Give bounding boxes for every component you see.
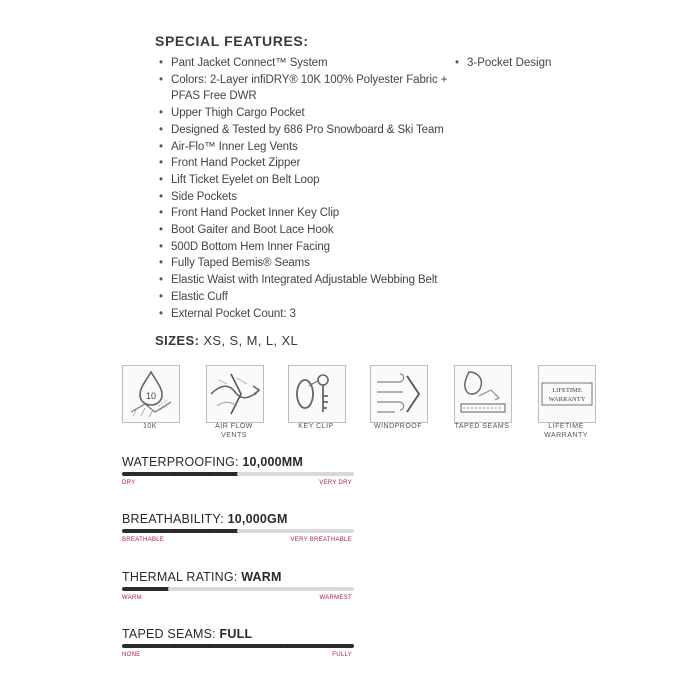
rating-scale bbox=[122, 480, 352, 489]
rating-segment-filled bbox=[145, 644, 170, 648]
feature-item: • Lift Ticket Eyelet on Belt Loop bbox=[159, 172, 447, 189]
rating-waterproofing bbox=[122, 455, 352, 489]
rating-segment-filled bbox=[214, 529, 239, 533]
rating-segment-empty bbox=[237, 587, 262, 591]
rating-segment-filled bbox=[191, 644, 216, 648]
rating-segment-filled bbox=[191, 529, 216, 533]
rating-segment-filled bbox=[260, 644, 285, 648]
icon-label-air-flow-vents: AIR FLOW VENTS bbox=[215, 423, 253, 439]
rating-title: WATERPROOFING: 10,000MM bbox=[122, 455, 304, 469]
icon-label-key-clip: KEY CLIP bbox=[298, 423, 334, 430]
rating-segment-empty bbox=[214, 587, 239, 591]
rating-segment-empty bbox=[283, 587, 308, 591]
scale-high: VERY BREATHABLE bbox=[290, 537, 352, 543]
feature-item: • Pant Jacket Connect™ System bbox=[159, 55, 447, 72]
rating-segment-filled bbox=[168, 644, 193, 648]
taped-seams-icon bbox=[454, 365, 512, 423]
feature-item: • Elastic Waist with Integrated Adjustable Webbing Belt bbox=[159, 272, 447, 289]
feature-item: • Boot Gaiter and Boot Lace Hook bbox=[159, 222, 447, 239]
rating-segment-filled bbox=[145, 472, 170, 476]
scale-high: WARMEST bbox=[319, 595, 352, 601]
rating-bar bbox=[122, 529, 352, 534]
rating-segment-filled bbox=[168, 472, 193, 476]
rating-title: BREATHABILITY: 10,000GM bbox=[122, 512, 288, 526]
icon-label-lifetime-warranty: LIFETIME WARRANTY bbox=[544, 423, 588, 439]
rating-title: THERMAL RATING: WARM bbox=[122, 570, 282, 584]
rating-segment-empty bbox=[329, 472, 354, 476]
rating-segment-filled bbox=[122, 587, 147, 591]
rating-segment-filled bbox=[145, 529, 170, 533]
rating-segment-filled bbox=[306, 644, 331, 648]
scale-low: DRY bbox=[122, 480, 136, 486]
rating-segment-filled bbox=[145, 587, 170, 591]
rating-segment-empty bbox=[306, 529, 331, 533]
rating-scale bbox=[122, 537, 352, 546]
rating-segment-empty bbox=[306, 587, 331, 591]
rating-segment-empty bbox=[260, 587, 285, 591]
features-list-right bbox=[455, 55, 551, 72]
rating-segment-filled bbox=[191, 472, 216, 476]
feature-item: • Elastic Cuff bbox=[159, 289, 447, 306]
feature-item: • 3-Pocket Design bbox=[455, 55, 551, 72]
rating-segment-filled bbox=[122, 529, 147, 533]
feature-item: • Side Pockets bbox=[159, 189, 447, 206]
rating-taped-seams bbox=[122, 627, 352, 661]
feature-item: • Fully Taped Bemis® Seams bbox=[159, 255, 447, 272]
rating-scale bbox=[122, 652, 352, 661]
rating-segment-empty bbox=[306, 472, 331, 476]
rating-segment-empty bbox=[191, 587, 216, 591]
rating-segment-empty bbox=[260, 472, 285, 476]
waterproof-badge-text: 10 bbox=[145, 391, 157, 401]
rating-title: TAPED SEAMS: FULL bbox=[122, 627, 253, 641]
feature-item: • External Pocket Count: 3 bbox=[159, 306, 447, 323]
sizes-line bbox=[155, 333, 298, 348]
rating-bar bbox=[122, 587, 352, 592]
scale-high: FULLY bbox=[332, 652, 352, 658]
rating-scale bbox=[122, 595, 352, 604]
lifetime-warranty-icon bbox=[538, 365, 596, 423]
feature-item: • Air-Flo™ Inner Leg Vents bbox=[159, 139, 447, 156]
warranty-badge-line1: LIFETIME bbox=[552, 387, 582, 394]
feature-item: • Front Hand Pocket Zipper bbox=[159, 155, 447, 172]
sizes-label: SIZES: bbox=[155, 333, 200, 348]
rating-segment-filled bbox=[122, 472, 147, 476]
feature-item: • Designed & Tested by 686 Pro Snowboard & Ski Team bbox=[159, 122, 447, 139]
feature-item: • Upper Thigh Cargo Pocket bbox=[159, 105, 447, 122]
rating-segment-empty bbox=[283, 529, 308, 533]
rating-segment-empty bbox=[168, 587, 193, 591]
scale-high: VERY DRY bbox=[319, 480, 352, 486]
key-clip-icon bbox=[288, 365, 346, 423]
rating-segment-empty bbox=[283, 472, 308, 476]
rating-segment-filled bbox=[122, 644, 147, 648]
waterproof-10k-icon bbox=[122, 365, 180, 423]
sizes-values: XS, S, M, L, XL bbox=[203, 333, 299, 348]
rating-segment-empty bbox=[329, 587, 354, 591]
air-flow-vents-icon bbox=[206, 365, 264, 423]
icon-label-10k: 10K bbox=[143, 423, 157, 430]
rating-segment-empty bbox=[329, 529, 354, 533]
feature-item-continuation: PFAS Free DWR bbox=[171, 90, 257, 103]
rating-breathability bbox=[122, 512, 352, 546]
feature-item: • 500D Bottom Hem Inner Facing bbox=[159, 239, 447, 256]
rating-segment-empty bbox=[237, 529, 262, 533]
rating-bar bbox=[122, 472, 352, 477]
feature-item: • Front Hand Pocket Inner Key Clip bbox=[159, 205, 447, 222]
scale-low: NONE bbox=[122, 652, 141, 658]
rating-segment-filled bbox=[214, 644, 239, 648]
icon-label-taped-seams: TAPED SEAMS bbox=[454, 423, 510, 430]
rating-segment-filled bbox=[168, 529, 193, 533]
rating-bar bbox=[122, 644, 352, 649]
feature-item: • Colors: 2-Layer infiDRY® 10K 100% Polyester Fabric + bbox=[159, 72, 447, 89]
windproof-icon bbox=[370, 365, 428, 423]
rating-segment-empty bbox=[237, 472, 262, 476]
features-list bbox=[159, 55, 447, 322]
scale-low: BREATHABLE bbox=[122, 537, 165, 543]
special-features-title: SPECIAL FEATURES: bbox=[155, 33, 309, 49]
rating-segment-empty bbox=[260, 529, 285, 533]
warranty-badge-line2: WARRANTY bbox=[548, 396, 586, 403]
rating-segment-filled bbox=[283, 644, 308, 648]
rating-thermal bbox=[122, 570, 352, 604]
rating-segment-filled bbox=[214, 472, 239, 476]
icon-label-windproof: WINDPROOF bbox=[373, 423, 423, 430]
rating-segment-filled bbox=[237, 644, 262, 648]
scale-low: WARM bbox=[122, 595, 142, 601]
rating-segment-filled bbox=[329, 644, 354, 648]
